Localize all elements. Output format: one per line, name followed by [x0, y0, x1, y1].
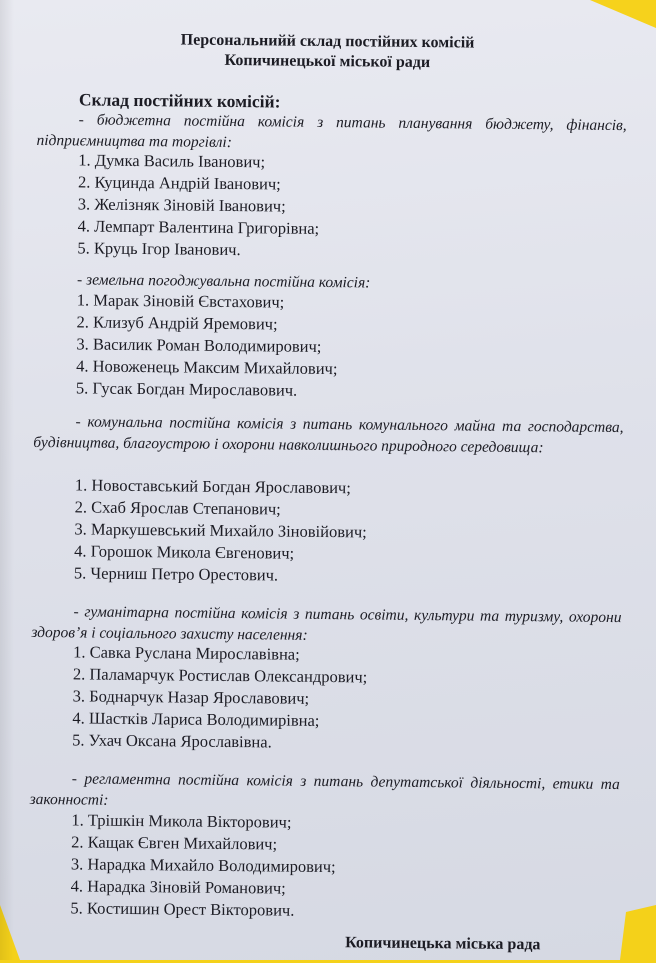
member-item: 4. Нарадка Зіновій Романович; — [70, 876, 286, 898]
member-item: 2. Схаб Ярослав Степанович; — [74, 497, 281, 519]
member-item: 3. Нарадка Михайло Володимирович; — [70, 854, 336, 877]
member-item: 5. Гусак Богдан Мирославович. — [75, 378, 298, 400]
signature-block: Копичинецька міська рада — [345, 934, 541, 954]
member-item: 3. Василик Роман Володимирович; — [76, 334, 322, 356]
member-item: 5. Черниш Петро Орестович. — [73, 563, 279, 585]
document-title-line-2: Копичинецької міської ради — [224, 51, 431, 72]
commission-communal-members — [74, 474, 367, 587]
commission-budget-members — [77, 149, 320, 262]
member-item: 1. Савка Руслана Мирославівна; — [73, 642, 300, 664]
commission-humanitarian-title: - гуманітарна постійна комісія з питань освіти, культури та туризму, охорони здоров’я і соціального захисту населення: — [31, 603, 622, 644]
member-item: 1. Новоставський Богдан Ярославович; — [74, 475, 351, 498]
member-item: 4. Лемпарт Валентина Григорівна; — [77, 216, 320, 238]
commission-land-title: - земельна погоджувальна постійна комісія: — [76, 271, 371, 292]
commission-humanitarian-members — [72, 641, 368, 754]
document-title-line-1: Персональнийй склад постійних комісій — [180, 31, 475, 52]
member-item: 1. Трішкін Микола Вікторович; — [71, 810, 292, 832]
commission-regulations-title: - регламентна постійна комісія з питань депутатської діяльності, етики та законності: — [29, 770, 620, 809]
member-item: 2. Паламарчук Ростислав Олександрович; — [72, 664, 368, 687]
member-item: 1. Думка Василь Іванович; — [78, 150, 266, 172]
member-item: 3. Маркушевський Михайло Зіновійович; — [74, 519, 367, 542]
commission-communal-title: - комунальна постійна комісія з питань комунального майна та господарства, будівництва, благоустрою і охорони навколишнього природного середовища: — [33, 413, 624, 457]
commission-regulations-members — [70, 809, 336, 922]
member-item: 3. Желізняк Зіновій Іванович; — [77, 194, 286, 216]
section-heading: Склад постійних комісій: — [78, 89, 281, 112]
commission-land-members — [76, 289, 338, 402]
member-item: 4. Новоженець Максим Михайлович; — [76, 356, 338, 379]
member-item: 2. Кащак Євген Михайлович; — [71, 832, 278, 854]
member-item: 5. Костишин Орест Вікторович. — [70, 898, 295, 920]
member-item: 2. Клизуб Андрій Яремович; — [76, 312, 278, 334]
member-item: 5. Круць Ігор Іванович. — [77, 238, 241, 260]
member-item: 4. Шастків Лариса Володимирівна; — [72, 708, 320, 730]
member-item: 4. Горошок Микола Євгенович; — [74, 541, 295, 563]
member-item: 2. Куцинда Андрій Іванович; — [77, 172, 281, 194]
paper-shadow — [0, 0, 14, 960]
commission-budget-title: - бюджетна постійна комісія з питань планування бюджету, фінансів, підприємництва та торгівлі: — [36, 111, 627, 152]
member-item: 3. Боднарчук Назар Ярославович; — [72, 686, 310, 708]
member-item: 5. Ухач Оксана Ярославівна. — [72, 730, 272, 752]
member-item: 1. Марак Зіновій Євстахович; — [76, 290, 285, 312]
